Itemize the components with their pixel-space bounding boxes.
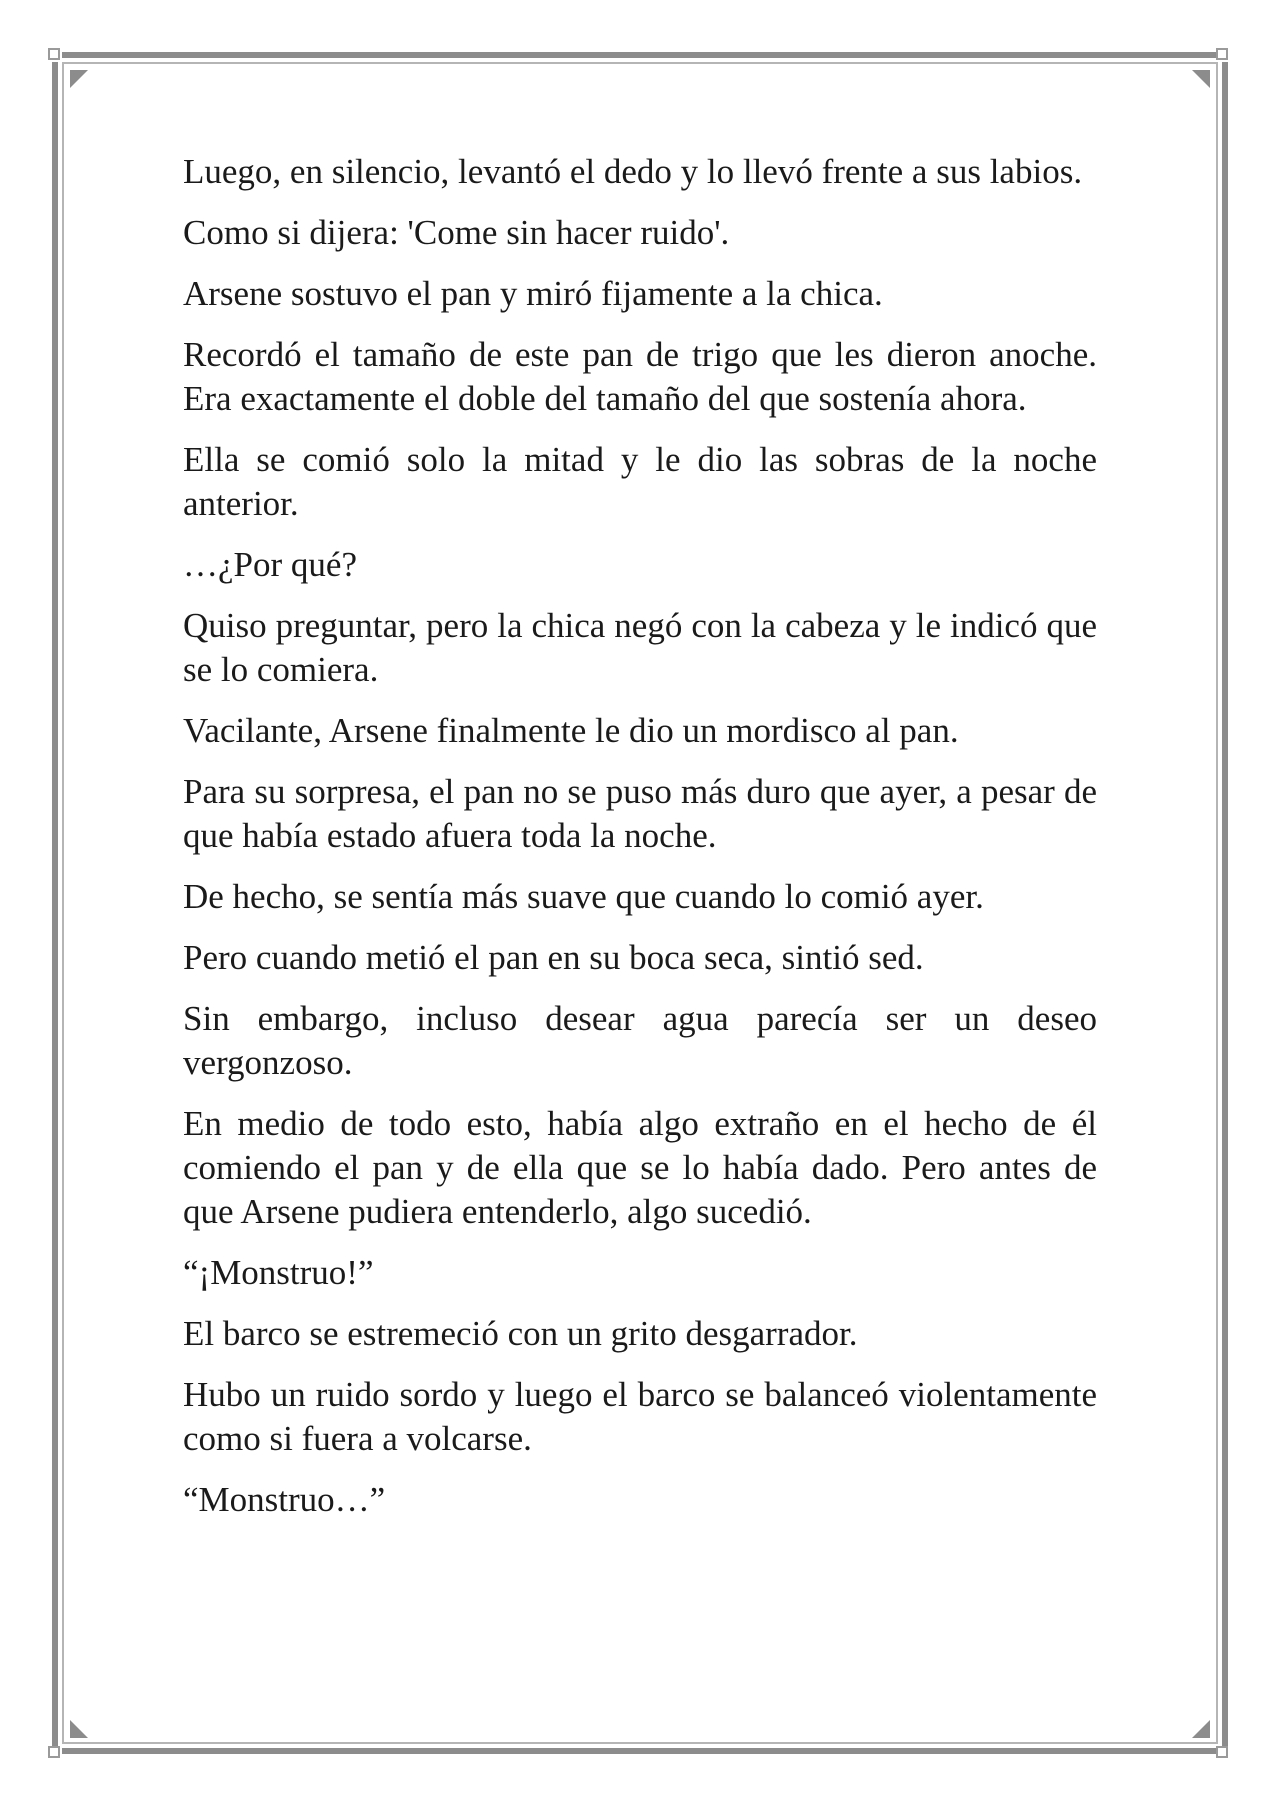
frame-border-left <box>52 62 58 1748</box>
corner-triangle-icon <box>70 1720 88 1738</box>
paragraph: Pero cuando metió el pan en su boca seca, sintió sed. <box>183 938 924 977</box>
paragraph: Quiso preguntar, pero la chica negó con la cabeza y le indicó que se lo comiera. <box>183 606 1097 689</box>
corner-triangle-icon <box>1192 1720 1210 1738</box>
frame-border-right <box>1222 62 1228 1748</box>
frame-inner-line-right <box>1216 62 1218 1744</box>
paragraph: De hecho, se sentía más suave que cuando lo comió ayer. <box>183 877 984 916</box>
frame-inner-line-bottom <box>62 1742 1218 1744</box>
page-text <box>183 150 1097 1539</box>
corner-square-icon <box>48 48 60 60</box>
paragraph: Arsene sostuvo el pan y miró fijamente a la chica. <box>183 274 883 313</box>
frame-border-top <box>62 52 1218 58</box>
paragraph: …¿Por qué? <box>183 545 357 584</box>
frame-inner-line-left <box>62 62 64 1744</box>
paragraph: “¡Monstruo!” <box>183 1253 374 1292</box>
corner-square-icon <box>1216 48 1228 60</box>
corner-square-icon <box>48 1746 60 1758</box>
paragraph: Vacilante, Arsene finalmente le dio un mordisco al pan. <box>183 711 959 750</box>
paragraph: Ella se comió solo la mitad y le dio las sobras de la noche anterior. <box>183 440 1097 523</box>
corner-square-icon <box>1216 1746 1228 1758</box>
paragraph: Sin embargo, incluso desear agua parecía ser un deseo vergonzoso. <box>183 999 1097 1082</box>
paragraph: Hubo un ruido sordo y luego el barco se balanceó violentamente como si fuera a volcarse. <box>183 1375 1097 1458</box>
paragraph: Luego, en silencio, levantó el dedo y lo llevó frente a sus labios. <box>183 152 1083 191</box>
paragraph: Para su sorpresa, el pan no se puso más duro que ayer, a pesar de que había estado afuera toda la noche. <box>183 772 1097 855</box>
paragraph: Recordó el tamaño de este pan de trigo que les dieron anoche. Era exactamente el doble del tamaño del que sostenía ahora. <box>183 335 1097 418</box>
frame-inner-line-top <box>62 62 1218 64</box>
frame-border-bottom <box>62 1748 1218 1754</box>
corner-triangle-icon <box>1192 70 1210 88</box>
corner-triangle-icon <box>70 70 88 88</box>
paragraph: “Monstruo…” <box>183 1480 386 1519</box>
paragraph: El barco se estremeció con un grito desgarrador. <box>183 1314 858 1353</box>
paragraph: Como si dijera: 'Come sin hacer ruido'. <box>183 213 730 252</box>
paragraph: En medio de todo esto, había algo extraño en el hecho de él comiendo el pan y de ella que se lo había dado. Pero antes de que Arsene pudiera entenderlo, algo sucedió. <box>183 1104 1097 1231</box>
